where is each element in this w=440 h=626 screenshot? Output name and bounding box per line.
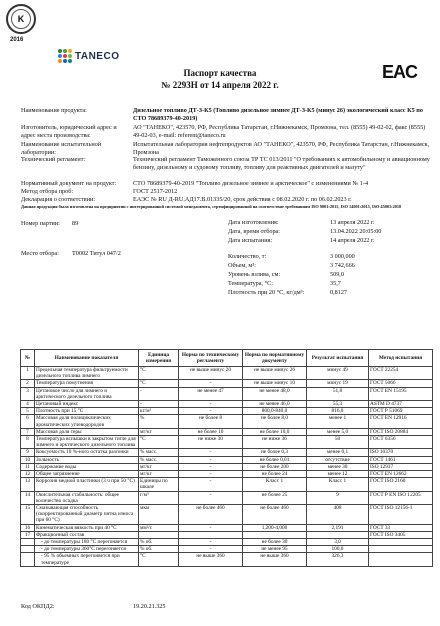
- sampling-place-value: Т0002 Титул 047/2: [72, 250, 121, 257]
- table-row: [21, 491, 433, 504]
- cell-result: минус 19: [307, 380, 369, 387]
- cell-regulation-norm: не выше минус 20: [179, 367, 243, 380]
- document-title: Паспорт качества: [183, 68, 257, 78]
- test-results-table: [20, 349, 433, 567]
- cell-method: ГОСТ 33: [369, 524, 433, 531]
- table-row: [21, 387, 433, 400]
- cell-number: 5: [21, 408, 35, 415]
- logo-dot: [63, 59, 67, 63]
- cell-result: менее 12: [307, 471, 369, 478]
- table-row: [21, 471, 433, 478]
- okpd2-value: 19.20.21.325: [133, 603, 166, 610]
- taneco-logo: [58, 49, 119, 63]
- cell-result: 408: [307, 505, 369, 525]
- cell-result: 816,0: [307, 408, 369, 415]
- cell-method: ГОСТ 22254: [369, 367, 433, 380]
- table-row: [21, 463, 433, 470]
- detail-label: Дата испытания:: [228, 237, 273, 244]
- cell-result: 55,3: [307, 401, 369, 408]
- cell-document-norm: не более 8,0: [243, 415, 307, 428]
- tech-regulation-value: Технический регламент Таможенного союза ТР ТС 013/2011 "О требованиях к автомобильному и авиационному бензину, дизельному и судовому топливу, топливу для реактивных двигателей и мазуту": [133, 156, 430, 171]
- cell-document-norm: не более 25: [243, 491, 307, 504]
- cell-indicator: Цетановый индекс: [35, 401, 139, 408]
- cell-method: ГОСТ ISO 3405: [369, 531, 433, 538]
- cell-method: [369, 539, 433, 546]
- detail-label: Дата, время отбора:: [228, 228, 281, 235]
- cell-result: менее 0,1: [307, 449, 369, 456]
- cell-regulation-norm: не более 8: [179, 415, 243, 428]
- cell-regulation-norm: -: [179, 463, 243, 470]
- seal-year: 2016: [10, 37, 24, 43]
- cell-number: 3: [21, 387, 35, 400]
- cell-method: ISO 12937: [369, 463, 433, 470]
- cell-number: 11: [21, 463, 35, 470]
- detail-value: 13.04.2022 20:05:00: [330, 228, 382, 235]
- cell-indicator: Общее загрязнение: [35, 471, 139, 478]
- batch-label: Номер партии:: [21, 220, 60, 227]
- cell-indicator: - 95 % объемных перегоняется при температуре: [35, 553, 139, 566]
- cell-indicator: Фракционный состав: [35, 531, 139, 538]
- cell-indicator: Содержание воды: [35, 463, 139, 470]
- cell-number: 8: [21, 436, 35, 449]
- cell-unit: % масс.: [139, 449, 179, 456]
- col-header-unit: Единица измерения: [139, 350, 179, 367]
- cell-unit: °С: [139, 436, 179, 449]
- cell-regulation-norm: -: [179, 456, 243, 463]
- cell-document-norm: не более 0,3: [243, 449, 307, 456]
- document-number: № 2293Н от 14 апреля 2022 г.: [161, 80, 279, 90]
- cell-document-norm: не менее 46,0: [243, 401, 307, 408]
- logo-dot: [68, 54, 72, 58]
- logo-dot: [58, 49, 62, 53]
- cell-result: менее 30: [307, 463, 369, 470]
- cell-unit: г/м³: [139, 491, 179, 504]
- cell-unit: [139, 531, 179, 538]
- col-header-result: Результат испытания: [307, 350, 369, 367]
- eac-mark: EAC: [382, 62, 418, 82]
- table-row: [21, 449, 433, 456]
- cell-number: 7: [21, 428, 35, 435]
- cell-indicator: Цетановое число для зимнего и арктического дизельного топлива: [35, 387, 139, 400]
- cell-unit: мм²/с: [139, 524, 179, 531]
- cell-method: ISO 10370: [369, 449, 433, 456]
- detail-value: 3 742,666: [330, 262, 355, 269]
- cell-regulation-norm: -: [179, 380, 243, 387]
- cell-indicator: Смазывающая способность (скорректированный диаметр пятна износа при 60 °С): [35, 505, 139, 525]
- cell-number: [21, 553, 35, 566]
- cell-unit: мг/кг: [139, 463, 179, 470]
- cell-result: 50: [307, 436, 369, 449]
- cell-regulation-norm: -: [179, 401, 243, 408]
- table-row: [21, 380, 433, 387]
- detail-label: Плотность при 20 °С, кг/дм³:: [228, 289, 305, 296]
- cell-indicator: Плотность при 15 °С: [35, 408, 139, 415]
- manufacturer-label: Изготовитель, юридический адрес и адрес места производства:: [21, 124, 117, 139]
- cell-number: [21, 539, 35, 546]
- table-row: [21, 478, 433, 491]
- cell-regulation-norm: -: [179, 491, 243, 504]
- cell-indicator: Температура помутнения: [35, 380, 139, 387]
- cell-method: ГОСТ ISO 12156-1: [369, 505, 433, 525]
- logo-dot: [68, 49, 72, 53]
- table-row: [21, 524, 433, 531]
- cell-unit: °С: [139, 553, 179, 566]
- product-name-value: Дизельное топливо ДТ-З-К5 (Топливо дизельное зимнее ДТ-З-К5 (минус 26) экологический класс К5 по СТО 78689379-40-2019): [133, 107, 423, 122]
- cell-result: 100,0: [307, 546, 369, 553]
- cell-unit: мг/кг: [139, 471, 179, 478]
- cell-document-norm: не менее 95: [243, 546, 307, 553]
- cell-regulation-norm: -: [179, 478, 243, 491]
- laboratory-label: Наименование испытательной лаборатории:: [21, 141, 102, 156]
- cell-indicator: Зольность: [35, 456, 139, 463]
- cell-indicator: Коксуемость 10 %-ного остатка разгонки: [35, 449, 139, 456]
- cell-unit: -: [139, 387, 179, 400]
- cell-document-norm: [243, 531, 307, 538]
- cell-result: 9: [307, 491, 369, 504]
- logo-dot: [68, 59, 72, 63]
- cell-regulation-norm: -: [179, 539, 243, 546]
- cell-number: 15: [21, 505, 35, 525]
- cell-indicator: - до температуры 360°С перегоняется: [35, 546, 139, 553]
- cell-regulation-norm: не выше 360: [179, 553, 243, 566]
- col-header-number: №: [21, 350, 35, 367]
- cell-document-norm: Класс 1: [243, 478, 307, 491]
- table-row: [21, 367, 433, 380]
- declaration-value: ЕАЭС № RU Д-RU.АД17.В.01335/20, срок действия с 08.02.2020 г. по 06.02.2023 г.: [133, 196, 352, 203]
- detail-label: Температура, °С:: [228, 280, 273, 287]
- cell-result: менее 5,0: [307, 428, 369, 435]
- seal-letter: K: [11, 9, 31, 29]
- okpd2-label: Код ОКПД2:: [21, 603, 55, 610]
- cell-number: 1: [21, 367, 35, 380]
- cell-unit: °С: [139, 380, 179, 387]
- cell-number: 6: [21, 415, 35, 428]
- cell-regulation-norm: -: [179, 449, 243, 456]
- cell-regulation-norm: не более 460: [179, 505, 243, 525]
- cell-method: ГОСТ EN 12662: [369, 471, 433, 478]
- cell-indicator: Предельная температура фильтруемости дизельного топлива зимнего: [35, 367, 139, 380]
- logo-dot: [63, 49, 67, 53]
- cell-method: ГОСТ 6356: [369, 436, 433, 449]
- cell-unit: % масс.: [139, 456, 179, 463]
- cell-method: ASTM D 4737: [369, 401, 433, 408]
- cell-unit: Единицы по шкале: [139, 478, 179, 491]
- cell-method: ГОСТ ISO 2160: [369, 478, 433, 491]
- cell-indicator: Кинематическая вязкость при 40 °С: [35, 524, 139, 531]
- cell-number: 2: [21, 380, 35, 387]
- cell-document-norm: 800,0-840,0: [243, 408, 307, 415]
- declaration-label: Декларация о соответствии:: [21, 196, 96, 203]
- cell-unit: мг/кг: [139, 428, 179, 435]
- detail-value: 35,7: [330, 280, 341, 287]
- cell-document-norm: не более 460: [243, 505, 307, 525]
- sampling-method-label: Метод отбора проб:: [21, 188, 74, 195]
- table-row: [21, 539, 433, 546]
- table-row: [21, 428, 433, 435]
- cell-unit: % об.: [139, 546, 179, 553]
- table-header-row: [21, 350, 433, 367]
- cell-regulation-norm: не более 10: [179, 428, 243, 435]
- sampling-method-value: ГОСТ 2517-2012: [133, 188, 178, 195]
- cell-indicator: Окислительная стабильность: общее количество осадка: [35, 491, 139, 504]
- cell-number: 12: [21, 471, 35, 478]
- cell-number: 14: [21, 491, 35, 504]
- col-header-indicator: Наименование показателя: [35, 350, 139, 367]
- cell-document-norm: не более 200: [243, 463, 307, 470]
- cell-result: 2,191: [307, 524, 369, 531]
- tech-regulation-label: Технический регламент:: [21, 156, 86, 163]
- cell-number: 17: [21, 531, 35, 538]
- cell-result: минус 49: [307, 367, 369, 380]
- cell-method: ГОСТ ISO 20884: [369, 428, 433, 435]
- cell-result: отсутствие: [307, 456, 369, 463]
- detail-value: 14 апреля 2022 г.: [330, 237, 375, 244]
- cell-indicator: - до температуры 180 °С перегоняется: [35, 539, 139, 546]
- cell-number: [21, 546, 35, 553]
- cell-number: 4: [21, 401, 35, 408]
- cell-result: 51,8: [307, 387, 369, 400]
- table-row: [21, 531, 433, 538]
- table-row: [21, 553, 433, 566]
- cell-method: ГОСТ EN 12916: [369, 415, 433, 428]
- normative-doc-value: СТО 78689379-40-2019 "Топливо дизельное зимнее и арктическое" с изменениями № 1-4: [133, 180, 369, 187]
- table-row: [21, 408, 433, 415]
- cell-method: [369, 553, 433, 566]
- table-row: [21, 415, 433, 428]
- detail-label: Объем, м³:: [228, 262, 256, 269]
- cell-method: ГОСТ Р 51069: [369, 408, 433, 415]
- detail-value: 3 000,000: [330, 253, 355, 260]
- cell-method: ГОСТ 1461: [369, 456, 433, 463]
- col-header-method: Метод испытания: [369, 350, 433, 367]
- table-row: [21, 401, 433, 408]
- cell-regulation-norm: -: [179, 471, 243, 478]
- table-row: [21, 546, 433, 553]
- table-row: [21, 505, 433, 525]
- cell-regulation-norm: -: [179, 546, 243, 553]
- cell-unit: %: [139, 415, 179, 428]
- cell-document-norm: не ниже 36: [243, 436, 307, 449]
- cell-result: менее 1: [307, 415, 369, 428]
- cell-document-norm: 1,200-4,000: [243, 524, 307, 531]
- logo-text: TANECO: [75, 50, 120, 62]
- cell-unit: % об.: [139, 539, 179, 546]
- cell-number: 13: [21, 478, 35, 491]
- logo-dot: [58, 54, 62, 58]
- cell-number: 16: [21, 524, 35, 531]
- cell-result: [307, 531, 369, 538]
- cell-document-norm: не выше 360: [243, 553, 307, 566]
- col-header-regulation-norm: Норма по техническому регламенту: [179, 350, 243, 367]
- cell-regulation-norm: не ниже 30: [179, 436, 243, 449]
- cell-result: Класс 1: [307, 478, 369, 491]
- cell-unit: кг/м³: [139, 408, 179, 415]
- cell-unit: -: [139, 401, 179, 408]
- logo-dot: [58, 59, 62, 63]
- col-header-document-norm: Норма по нормативному документу: [243, 350, 307, 367]
- cell-unit: мкм: [139, 505, 179, 525]
- cell-indicator: Коррозия медной пластинки (3 ч при 50 °С): [35, 478, 139, 491]
- detail-value: 0,8127: [330, 289, 348, 296]
- logo-dot: [63, 54, 67, 58]
- sampling-place-label: Место отбора:: [21, 250, 59, 257]
- detail-value: 509,0: [330, 271, 344, 278]
- cell-indicator: Массовая доля полициклических ароматических углеводородов: [35, 415, 139, 428]
- cell-document-norm: не более 24: [243, 471, 307, 478]
- table-row: [21, 436, 433, 449]
- cell-document-norm: не более 10,0: [243, 428, 307, 435]
- cell-document-norm: не менее 48,0: [243, 387, 307, 400]
- manufacturer-value: АО "ТАНЕКО", 423570, РФ, Республика Татарстан, г.Нижнекамск, Промзона, тел. (8555) 49-02-02, факс (8555) 49-02-03, e-mail: referent@taneco.ru: [133, 124, 426, 139]
- cell-number: 9: [21, 449, 35, 456]
- cell-method: ГОСТ 5066: [369, 380, 433, 387]
- cell-indicator: Массовая доля серы: [35, 428, 139, 435]
- cell-document-norm: не выше минус 10: [243, 380, 307, 387]
- cell-document-norm: не выше минус 26: [243, 367, 307, 380]
- cell-regulation-norm: не менее 47: [179, 387, 243, 400]
- cell-indicator: Температура вспышки в закрытом тигле для зимнего и арктического дизельного топлива: [35, 436, 139, 449]
- detail-label: Дата изготовления:: [228, 219, 279, 226]
- detail-label: Количество, т:: [228, 253, 267, 260]
- normative-doc-label: Нормативный документ на продукт:: [21, 180, 117, 187]
- product-name-label: Наименование продукта:: [21, 107, 87, 114]
- cell-document-norm: не более 30: [243, 539, 307, 546]
- cell-regulation-norm: -: [179, 524, 243, 531]
- cell-result: 326,3: [307, 553, 369, 566]
- batch-value: 89: [72, 220, 79, 227]
- certification-seal: [6, 4, 36, 34]
- logo-dots-icon: [58, 49, 72, 63]
- cell-regulation-norm: -: [179, 408, 243, 415]
- laboratory-value: Испытательная лаборатория нефтепродуктов АО "ТАНЕКО", 423570, РФ, Республика Татарстан, г.Нижнекамск, Промзона: [133, 141, 430, 156]
- cell-document-norm: не более 0,01: [243, 456, 307, 463]
- detail-label: Уровень взлива, см:: [228, 271, 281, 278]
- cell-method: ГОСТ EN 15195: [369, 387, 433, 400]
- cell-method: [369, 546, 433, 553]
- cell-regulation-norm: [179, 531, 243, 538]
- cell-method: ГОСТ Р EN ISO 12205: [369, 491, 433, 504]
- iso-fine-print: Данная продукция была изготовлена на предприятии с интегрированной системой менеджмента, сертифицированной на соответствие требованиям ISO 9001:2015, ISO 14001:2015, ISO 45001:2018: [21, 204, 402, 209]
- cell-unit: °С: [139, 367, 179, 380]
- detail-value: 13 апреля 2022 г.: [330, 219, 375, 226]
- table-row: [21, 456, 433, 463]
- cell-result: 3,0: [307, 539, 369, 546]
- cell-number: 10: [21, 456, 35, 463]
